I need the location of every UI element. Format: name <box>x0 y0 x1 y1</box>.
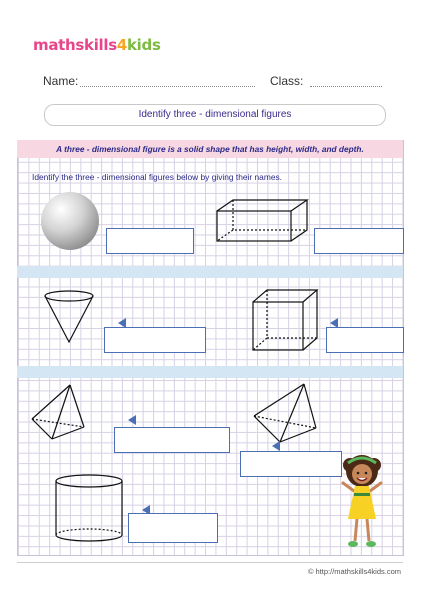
cube-icon <box>250 288 320 352</box>
girl-illustration <box>340 453 385 553</box>
footer-credit: © http://mathskills4kids.com <box>307 567 401 576</box>
answer-pointer <box>272 441 280 451</box>
name-label: Name: <box>43 74 79 88</box>
class-field[interactable] <box>310 86 382 87</box>
triangular-pyramid-icon <box>30 383 88 441</box>
answer-box-sphere[interactable] <box>106 228 194 254</box>
cone-icon <box>44 290 96 344</box>
name-field[interactable] <box>80 86 255 87</box>
worksheet-title: Identify three - dimensional figures <box>44 104 386 126</box>
answer-box-rectangular-prism[interactable] <box>314 228 404 254</box>
sphere-icon <box>40 192 102 252</box>
class-label: Class: <box>270 74 304 88</box>
triangular-pyramid-icon <box>252 382 318 444</box>
answer-box-cylinder[interactable] <box>128 513 218 543</box>
row-divider <box>17 366 403 378</box>
definition-banner: A three - dimensional figure is a solid shape that has height, width, and depth. <box>17 140 403 158</box>
answer-pointer <box>128 415 136 425</box>
row-divider <box>17 266 403 278</box>
answer-box-pyramid-1[interactable] <box>114 427 230 453</box>
cylinder-icon <box>54 474 124 544</box>
instruction-text: Identify the three - dimensional figures below by giving their names. <box>32 172 282 182</box>
rectangular-prism-icon <box>215 198 310 244</box>
brand-logo: mathskills4kids <box>33 36 161 54</box>
answer-box-pyramid-2[interactable] <box>240 451 342 477</box>
footer-divider <box>17 562 403 563</box>
answer-box-cube[interactable] <box>326 327 404 353</box>
answer-box-cone[interactable] <box>104 327 206 353</box>
